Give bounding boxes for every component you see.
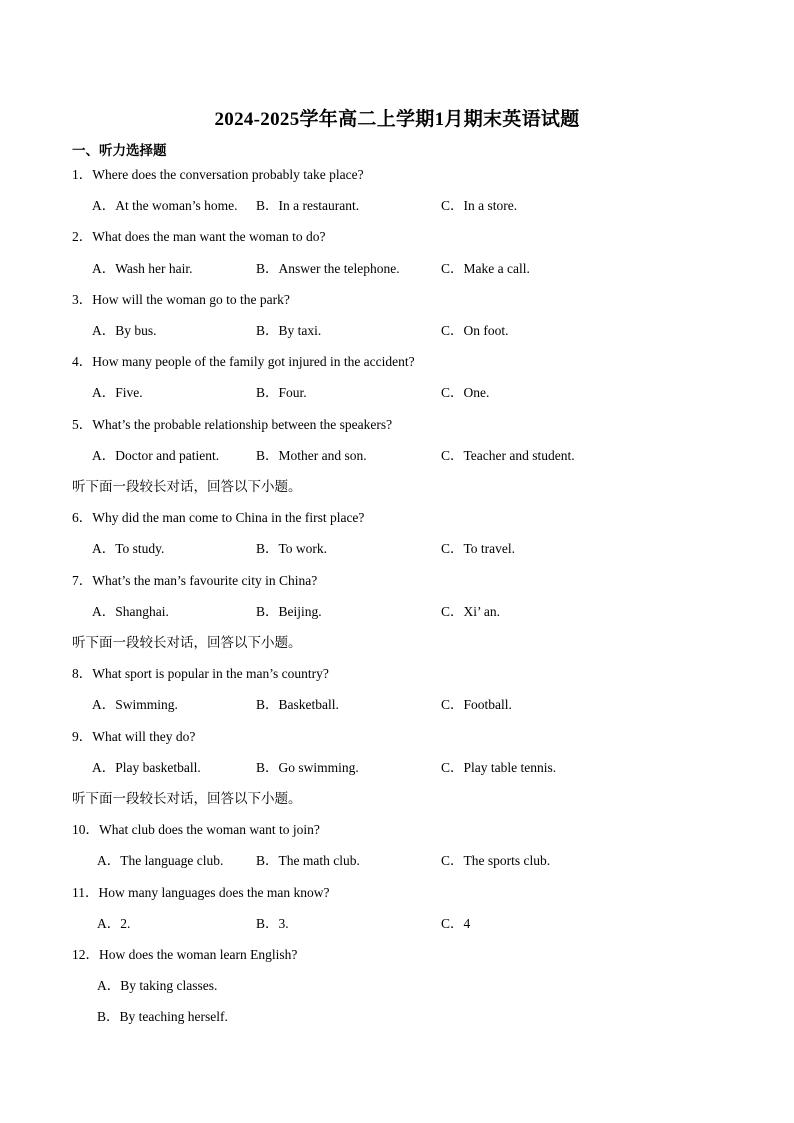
question-9: [72, 728, 195, 746]
question-number: 2．: [72, 229, 93, 244]
option-b: B．Beijing.: [256, 604, 322, 619]
option-a: A．Five.: [92, 385, 143, 400]
question-number: 1．: [72, 167, 93, 182]
option-a: A．Swimming.: [92, 697, 178, 712]
question-12: [72, 946, 297, 964]
question-number: 11．: [72, 885, 99, 900]
option-c: C．Football.: [441, 697, 512, 712]
question-11: [72, 884, 329, 902]
question-text: How will the woman go to the park?: [92, 292, 290, 307]
option-a: A．Wash her hair.: [92, 261, 193, 276]
option-b: B．In a restaurant.: [256, 198, 360, 213]
question-text: Why did the man come to China in the first place?: [92, 510, 365, 525]
option-a: A．By bus.: [92, 323, 157, 338]
option-b: B．By teaching herself.: [97, 1009, 228, 1024]
option-a: A．The language club.: [97, 853, 224, 868]
question-number: 12．: [72, 947, 99, 962]
option-b: B．Answer the telephone.: [256, 261, 400, 276]
option-c: C．4: [441, 916, 471, 931]
question-number: 7．: [72, 573, 93, 588]
question-text: How many people of the family got injured in the accident?: [92, 354, 415, 369]
option-c: C．One.: [441, 385, 490, 400]
question-6: [72, 509, 364, 527]
question-number: 9．: [72, 729, 93, 744]
question-10: [72, 821, 320, 839]
option-c: C．Xi’ an.: [441, 604, 500, 619]
question-4: [72, 353, 415, 371]
option-b: B．The math club.: [256, 853, 360, 868]
question-2: [72, 228, 325, 246]
option-b: B．Go swimming.: [256, 760, 359, 775]
option-a: A．At the woman’s home.: [92, 198, 238, 213]
listening-instruction: 听下面一段较长对话，回答以下小题。: [72, 791, 302, 806]
question-text: What’s the probable relationship between the speakers?: [92, 417, 393, 432]
question-text: What does the man want the woman to do?: [92, 229, 326, 244]
option-a: A．Shanghai.: [92, 604, 169, 619]
option-a: A．Doctor and patient.: [92, 448, 220, 463]
option-a: A．To study.: [92, 541, 165, 556]
question-number: 6．: [72, 510, 93, 525]
question-number: 3．: [72, 292, 93, 307]
section-heading: 一、听力选择题: [72, 143, 167, 158]
question-number: 5．: [72, 417, 93, 432]
option-c: C．Play table tennis.: [441, 760, 557, 775]
option-b: B．Basketball.: [256, 697, 339, 712]
option-c: C．To travel.: [441, 541, 516, 556]
question-7: [72, 572, 317, 590]
question-text: Where does the conversation probably take place?: [92, 167, 364, 182]
option-b: B．Mother and son.: [256, 448, 367, 463]
option-c: C．In a store.: [441, 198, 518, 213]
option-c: C．Teacher and student.: [441, 448, 575, 463]
option-b: B．3.: [256, 916, 289, 931]
question-text: How many languages does the man know?: [98, 885, 330, 900]
option-b: B．By taxi.: [256, 323, 322, 338]
question-8: [72, 665, 329, 683]
question-number: 10．: [72, 822, 99, 837]
question-number: 4．: [72, 354, 93, 369]
question-text: What club does the woman want to join?: [99, 822, 320, 837]
question-text: How does the woman learn English?: [99, 947, 298, 962]
question-number: 8．: [72, 666, 93, 681]
page-title: 2024-2025学年高二上学期1月期末英语试题: [214, 109, 580, 130]
question-1: [72, 166, 364, 184]
option-a: A．2.: [97, 916, 131, 931]
question-text: What’s the man’s favourite city in China?: [92, 573, 318, 588]
listening-instruction: 听下面一段较长对话，回答以下小题。: [72, 479, 302, 494]
question-text: What will they do?: [92, 729, 196, 744]
option-b: B．To work.: [256, 541, 328, 556]
option-c: C．Make a call.: [441, 261, 530, 276]
option-b: B．Four.: [256, 385, 307, 400]
question-text: What sport is popular in the man’s country?: [92, 666, 329, 681]
option-c: C．The sports club.: [441, 853, 551, 868]
listening-instruction: 听下面一段较长对话，回答以下小题。: [72, 635, 302, 650]
option-c: C．On foot.: [441, 323, 509, 338]
question-5: [72, 416, 392, 434]
question-3: [72, 291, 290, 309]
option-a: A．By taking classes.: [97, 978, 218, 993]
option-a: A．Play basketball.: [92, 760, 201, 775]
